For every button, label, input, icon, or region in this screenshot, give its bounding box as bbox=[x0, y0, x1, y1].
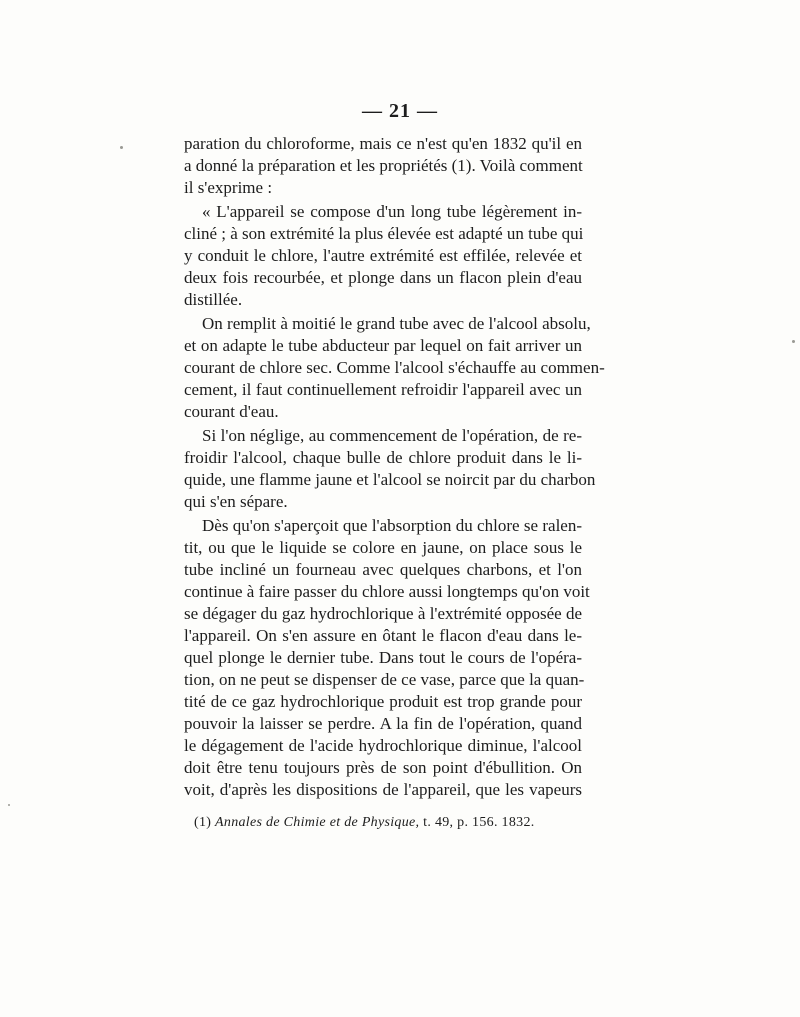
text-line: Dès qu'on s'aperçoit que l'absorption du chlore se ralen- bbox=[202, 516, 582, 535]
text-line: quel plonge le dernier tube. Dans tout le cours de l'opéra- bbox=[184, 648, 582, 667]
text-line: l'appareil. On s'en assure en ôtant le flacon d'eau dans le- bbox=[184, 626, 582, 645]
text-line: le dégagement de l'acide hydrochlorique diminue, l'alcool bbox=[184, 736, 582, 755]
text-line: distillée. bbox=[184, 290, 243, 309]
text-line: tion, on ne peut se dispenser de ce vase, parce que la quan- bbox=[184, 670, 585, 689]
text-line: quide, une flamme jaune et l'alcool se noircit par du charbon bbox=[184, 470, 596, 489]
footnote-reference: t. 49, p. 156. 1832. bbox=[423, 815, 535, 830]
text-line: « L'appareil se compose d'un long tube légèrement in- bbox=[202, 202, 582, 221]
text-line: cement, il faut continuellement refroidir l'appareil avec un bbox=[184, 380, 582, 399]
footnote bbox=[194, 815, 535, 831]
text-line: voit, d'après les dispositions de l'appareil, que les vapeurs bbox=[184, 780, 582, 799]
paper-speck bbox=[120, 146, 123, 149]
footnote-marker: (1) bbox=[194, 815, 212, 830]
text-line: Si l'on néglige, au commencement de l'opération, de re- bbox=[202, 426, 582, 445]
footnote-source: Annales de Chimie et de Physique, bbox=[215, 815, 420, 830]
paper-speck bbox=[8, 804, 10, 806]
text-line: paration du chloroforme, mais ce n'est qu'en 1832 qu'il en bbox=[184, 134, 582, 153]
text-line: tit, ou que le liquide se colore en jaune, on place sous le bbox=[184, 538, 582, 557]
text-line: continue à faire passer du chlore aussi longtemps qu'on voit bbox=[184, 582, 590, 601]
text-line: il s'exprime : bbox=[184, 178, 273, 197]
text-line: froidir l'alcool, chaque bulle de chlore produit dans le li- bbox=[184, 448, 582, 467]
text-line: a donné la préparation et les propriétés (1). Voilà comment bbox=[184, 156, 583, 175]
text-line: tité de ce gaz hydrochlorique produit est trop grande pour bbox=[184, 692, 582, 711]
text-line: On remplit à moitié le grand tube avec de l'alcool absolu, bbox=[202, 314, 591, 333]
text-line: cliné ; à son extrémité la plus élevée est adapté un tube qui bbox=[184, 224, 584, 243]
text-line: tube incliné un fourneau avec quelques charbons, et l'on bbox=[184, 560, 582, 579]
text-line: y conduit le chlore, l'autre extrémité est effilée, relevée et bbox=[184, 246, 582, 265]
text-line: se dégager du gaz hydrochlorique à l'extrémité opposée de bbox=[184, 604, 582, 623]
text-line: et on adapte le tube abducteur par lequel on fait arriver un bbox=[184, 336, 582, 355]
text-line: pouvoir la laisser se perdre. A la fin de l'opération, quand bbox=[184, 714, 582, 733]
text-line: deux fois recourbée, et plonge dans un flacon plein d'eau bbox=[184, 268, 582, 287]
text-line: doit être tenu toujours près de son point d'ébullition. On bbox=[184, 758, 582, 777]
text-line: courant de chlore sec. Comme l'alcool s'échauffe au commen- bbox=[184, 358, 605, 377]
text-line: courant d'eau. bbox=[184, 402, 279, 421]
paper-speck bbox=[792, 340, 795, 343]
page-number: — 21 — bbox=[362, 100, 438, 122]
text-line: qui s'en sépare. bbox=[184, 492, 288, 511]
